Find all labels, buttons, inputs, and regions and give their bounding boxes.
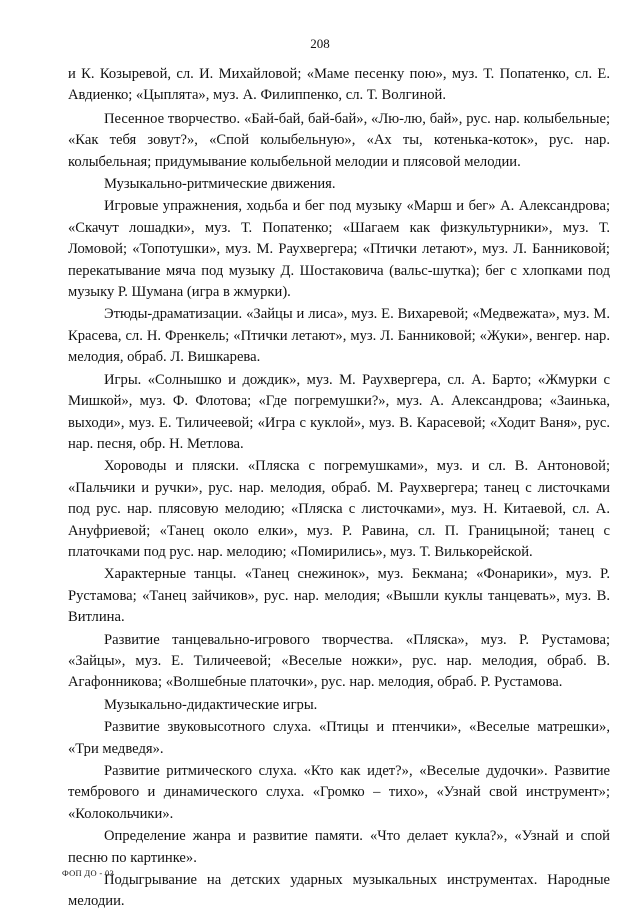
paragraph-etudes: Этюды-драматизации. «Зайцы и лиса», муз. Е. Вихаревой; «Медвежата», муз. М. Красева, сл. Н. Френкель; «Птички летают», муз. Л. Банниковой; «Жуки», венгер. нар. мелодия, обраб. Л. Вишкарева. [68,306,610,366]
paragraph-didactic-games-heading: Музыкально-дидактические игры. [104,696,318,713]
paragraph-round-dances: Хороводы и пляски. «Пляска с погремушками», муз. и сл. В. Антоновой; «Пальчики и ручки», рус. нар. мелодия, обраб. М. Раухвергера; танец с листочками под рус. нар. плясовую мелодию; «Пляска с листочками», муз. Н. Китаевой, сл. А. Ануфриевой; «Танец около елки», муз. Р. Равина, сл. П. Границыной; танец с платочками под рус. нар. мелодию; «Помирились», муз. Т. Вилькорейской. [68,458,610,560]
paragraph-pitch-hearing: Развитие звуковысотного слуха. «Птицы и птенчики», «Веселые матрешки», «Три медведя». [68,719,610,757]
paragraph-games: Игры. «Солнышко и дождик», муз. М. Раухвергера, сл. А. Барто; «Жмурки с Мишкой», муз. Ф. Флотова; «Где погремушки?», муз. А. Александрова; «Заинька, выходи», муз. Е. Тиличеевой; «Игра с куклой», муз. В. Карасевой; «Ходит Ваня», рус. нар. песня, обр. Н. Метлова. [68,371,610,452]
paragraph-song-creativity: Песенное творчество. «Бай-бай, бай-бай», «Лю-лю, бай», рус. нар. колыбельные; «Как тебя зовут?», «Спой колыбельную», «Ах ты, котенька-коток», рус. нар. колыбельная; придумывание колыбельной мелодии и плясовой мелодии. [68,110,610,170]
paragraph-character-dances: Характерные танцы. «Танец снежинок», муз. Бекмана; «Фонарики», муз. Р. Рустамова; «Танец зайчиков», рус. нар. мелодия; «Вышли куклы танцевать», муз. В. Витлина. [68,566,610,626]
paragraph-songs-continued: и К. Козыревой, сл. И. Михайловой; «Маме песенку пою», муз. Т. Попатенко, сл. Е. Авдиенко; «Цыплята», муз. А. Филиппенко, сл. Т. Волгиной. [68,66,610,104]
document-body [68,64,610,913]
paragraph-game-exercises: Игровые упражнения, ходьба и бег под музыку «Марш и бег» А. Александрова; «Скачут лошадки», муз. Т. Попатенко; «Шагаем как физкультурники», муз. Т. Ломовой; «Топотушки», муз. М. Раухвергера; «Птички летают», муз. Л. Банниковой; перекатывание мяча под музыку Д. Шостаковича (вальс-шутка); бег с хлопками под музыку Р. Шумана (игра в жмурки). [68,198,610,301]
paragraph-dance-creativity: Развитие танцевально-игрового творчества. «Пляска», муз. Р. Рустамова; «Зайцы», муз. Е. Тиличеевой; «Веселые ножки», рус. нар. мелодия, обраб. В. Агафонникова; «Волшебные платочки», рус. нар. мелодия, обраб. Р. Рустамова. [68,631,610,691]
page-number: 208 [310,36,330,51]
paragraph-rhythm-hearing: Развитие ритмического слуха. «Кто как идет?», «Веселые дудочки». Развитие тембрового и динамического слуха. «Громко – тихо», «Узнай свой инструмент»; «Колокольчики». [68,763,610,822]
paragraph-percussion: Подыгрывание на детских ударных музыкальных инструментах. Народные мелодии. [68,872,610,910]
footer-document-code: ФОП ДО - 03 [62,868,115,878]
paragraph-rhythmic-movements-heading: Музыкально-ритмические движения. [104,176,336,193]
paragraph-genre-memory: Определение жанра и развитие памяти. «Что делает кукла?», «Узнай и спой песню по картинке». [68,828,610,866]
